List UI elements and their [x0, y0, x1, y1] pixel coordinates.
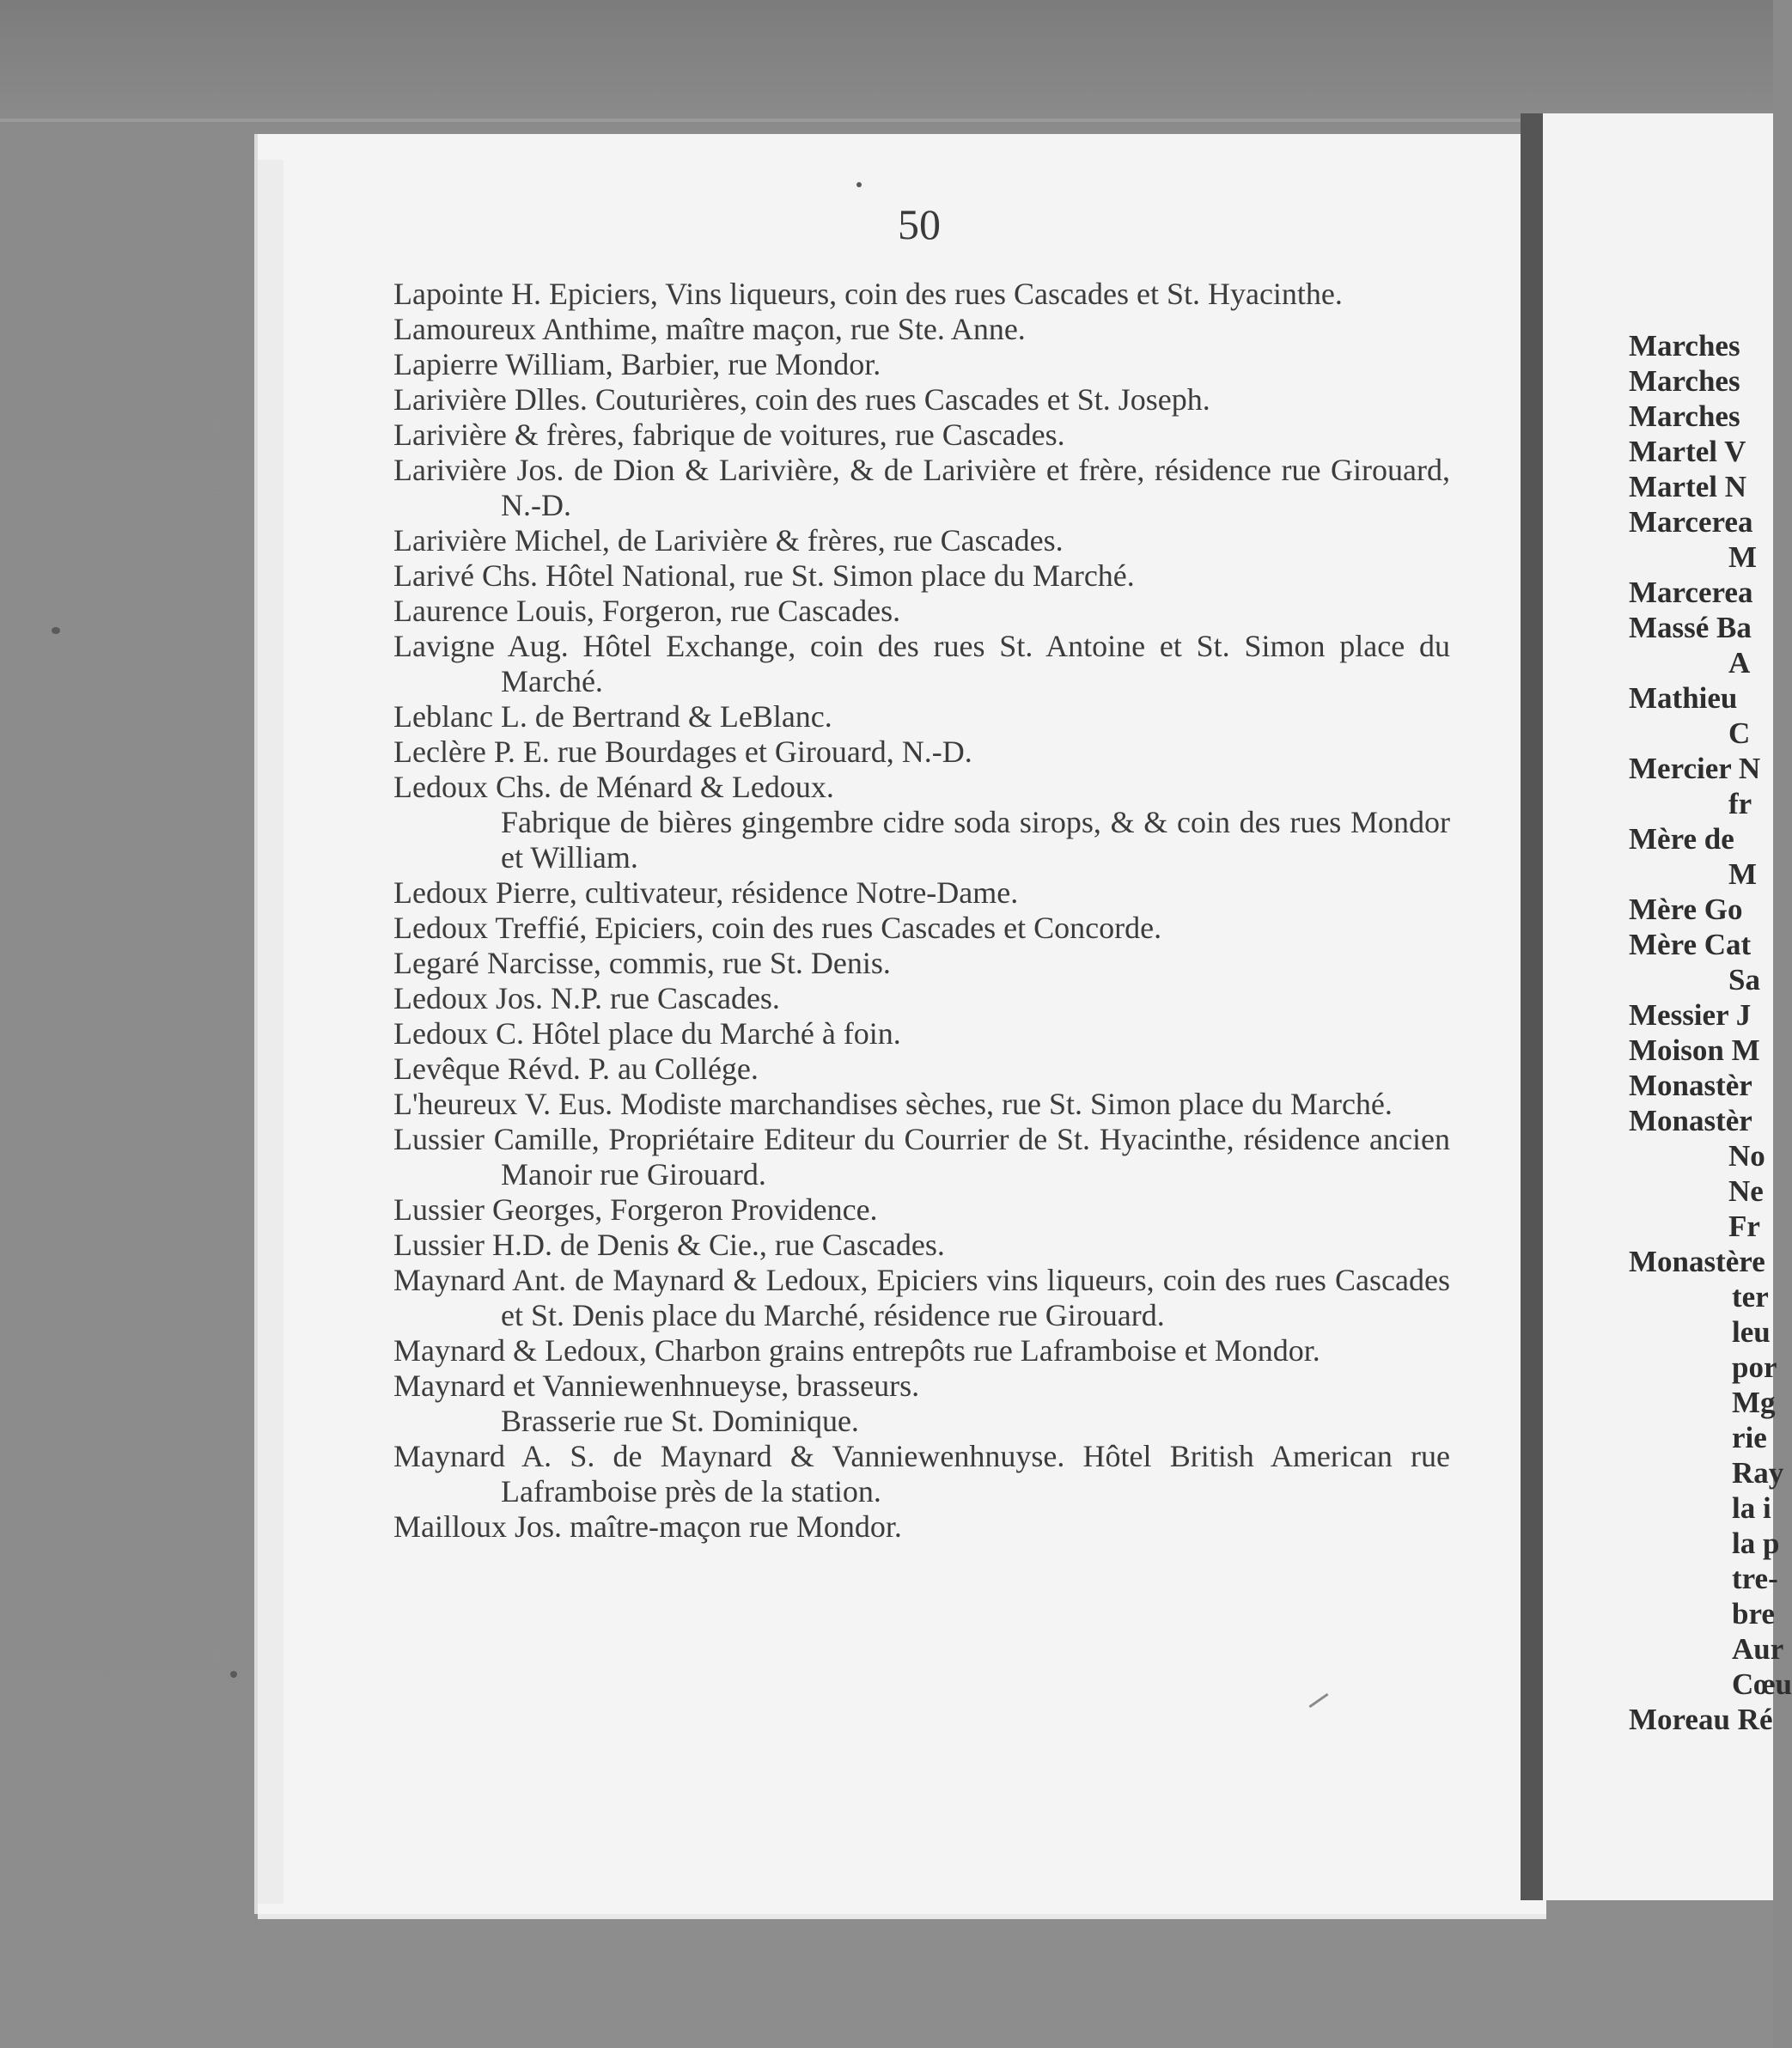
right-page-line: Mère de: [1629, 822, 1734, 856]
right-page-line: Marcerea: [1629, 576, 1753, 609]
directory-entry: Laurence Louis, Forgeron, rue Cascades.: [393, 594, 901, 628]
directory-entry: Larivière Jos. de Dion & Larivière, & de Larivière et frère, résidence rue Girouard, N.-D.: [393, 453, 1450, 522]
directory-entry: Lapointe H. Epiciers, Vins liqueurs, coin des rues Cascades et St. Hyacinthe.: [393, 277, 1343, 311]
directory-entry: Larivé Chs. Hôtel National, rue St. Simon place du Marché.: [393, 558, 1135, 593]
right-page-line: Monastère: [1629, 1245, 1765, 1278]
directory-entries: [393, 277, 1450, 1545]
right-page-line: Marches: [1629, 399, 1740, 433]
right-page-line: Martel V: [1629, 435, 1746, 468]
right-page-line: Marches: [1629, 364, 1740, 398]
right-page-line: Massé Ba: [1629, 611, 1752, 644]
right-page-line: Mercier N: [1629, 752, 1761, 785]
directory-entry: Lavigne Aug. Hôtel Exchange, coin des rues St. Antoine et St. Simon place du Marché.: [393, 629, 1450, 698]
directory-entry: Ledoux Pierre, cultivateur, résidence Notre-Dame.: [393, 875, 1019, 910]
dust-speck: [52, 627, 60, 634]
right-page-line: Fr: [1728, 1210, 1760, 1243]
directory-entry: Leclère P. E. rue Bourdages et Girouard, N.-D.: [393, 734, 972, 769]
right-page-line: bre: [1732, 1597, 1775, 1630]
directory-entry: Ledoux Treffié, Epiciers, coin des rues Cascades et Concorde.: [393, 911, 1162, 945]
right-page-line: la i: [1732, 1491, 1771, 1525]
scanner-edge-line: [0, 119, 1773, 122]
right-page-line: Ray: [1732, 1456, 1784, 1490]
right-page-line: Sa: [1728, 963, 1760, 997]
right-page-line: Marcerea: [1629, 505, 1753, 539]
right-page-line: Cœu: [1732, 1667, 1792, 1701]
directory-entry: Larivière Dlles. Couturières, coin des rues Cascades et St. Joseph.: [393, 382, 1210, 417]
directory-entry: Maynard & Ledoux, Charbon grains entrepôts rue Laframboise et Mondor.: [393, 1333, 1320, 1368]
left-page-edge: [258, 160, 283, 1904]
right-page-line: por: [1732, 1350, 1777, 1384]
right-page-line: Moison M: [1629, 1033, 1760, 1067]
directory-entry: Lapierre William, Barbier, rue Mondor.: [393, 347, 881, 381]
directory-entry: L'heureux V. Eus. Modiste marchandises sèches, rue St. Simon place du Marché.: [393, 1087, 1393, 1121]
directory-entry: Lussier Georges, Forgeron Providence.: [393, 1192, 878, 1227]
right-page-line: Martel N: [1629, 470, 1747, 503]
directory-entry: Leblanc L. de Bertrand & LeBlanc.: [393, 699, 832, 734]
right-page-line: M: [1728, 540, 1758, 574]
right-page-line: Mg: [1732, 1386, 1776, 1419]
right-page-fragment: [1629, 328, 1792, 1737]
directory-entry: Maynard Ant. de Maynard & Ledoux, Epiciers vins liqueurs, coin des rues Cascades et St. Denis place du Marché, résidence rue Girouard.: [393, 1263, 1450, 1332]
right-page-line: Aur: [1732, 1632, 1784, 1666]
right-page-line: Marches: [1629, 329, 1740, 363]
directory-entry: Maynard et Vanniewenhnueyse, brasseurs.: [393, 1368, 920, 1403]
directory-entry: Ledoux Chs. de Ménard & Ledoux.: [393, 770, 834, 804]
page-number: 50: [898, 200, 941, 248]
right-page-line: Ne: [1728, 1174, 1764, 1208]
dust-speck: [856, 182, 862, 187]
right-page-line: Monastèr: [1629, 1069, 1752, 1102]
right-page-line: Monastèr: [1629, 1104, 1752, 1137]
directory-entry-continuation: Fabrique de bières gingembre cidre soda sirops, & & coin des rues Mondor et William.: [501, 805, 1450, 875]
directory-entry: Maynard A. S. de Maynard & Vanniewenhnuyse. Hôtel British American rue Laframboise près de la station.: [393, 1439, 1450, 1509]
right-page-line: C: [1728, 716, 1751, 750]
right-page-line: rie: [1732, 1421, 1767, 1454]
directory-entry: Ledoux C. Hôtel place du Marché à foin.: [393, 1016, 901, 1051]
directory-entry: Lussier Camille, Propriétaire Editeur du Courrier de St. Hyacinthe, résidence ancien Manoir rue Girouard.: [393, 1122, 1450, 1192]
directory-entry: Mailloux Jos. maître-maçon rue Mondor.: [393, 1509, 902, 1544]
right-page-line: Moreau Ré: [1629, 1703, 1773, 1736]
directory-entry: Larivière & frères, fabrique de voitures, rue Cascades.: [393, 418, 1065, 452]
directory-entry: Lussier H.D. de Denis & Cie., rue Cascades.: [393, 1228, 945, 1262]
right-page-line: Messier J: [1629, 998, 1752, 1032]
right-page-line: M: [1728, 857, 1758, 891]
right-page-line: leu: [1732, 1315, 1771, 1349]
book-gutter: [1521, 113, 1543, 1900]
right-page-line: Mathieu: [1629, 681, 1738, 715]
right-page-line: ter: [1732, 1280, 1769, 1314]
directory-entry-continuation: Brasserie rue St. Dominique.: [501, 1404, 859, 1438]
directory-entry: Levêque Révd. P. au Collége.: [393, 1051, 759, 1086]
directory-entry: Larivière Michel, de Larivière & frères, rue Cascades.: [393, 523, 1064, 558]
right-page-line: tre-: [1732, 1562, 1778, 1595]
right-page-line: fr: [1728, 787, 1752, 820]
directory-entry: Legaré Narcisse, commis, rue St. Denis.: [393, 946, 891, 980]
directory-entry: Ledoux Jos. N.P. rue Cascades.: [393, 981, 780, 1015]
right-page-line: la p: [1732, 1527, 1780, 1560]
right-page-line: No: [1728, 1139, 1765, 1173]
dust-speck: [230, 1671, 237, 1678]
directory-entry: Lamoureux Anthime, maître maçon, rue Ste. Anne.: [393, 312, 1026, 346]
right-page-line: Mère Go: [1629, 893, 1743, 926]
right-page-line: A: [1728, 646, 1751, 680]
right-page-line: Mère Cat: [1629, 928, 1752, 961]
